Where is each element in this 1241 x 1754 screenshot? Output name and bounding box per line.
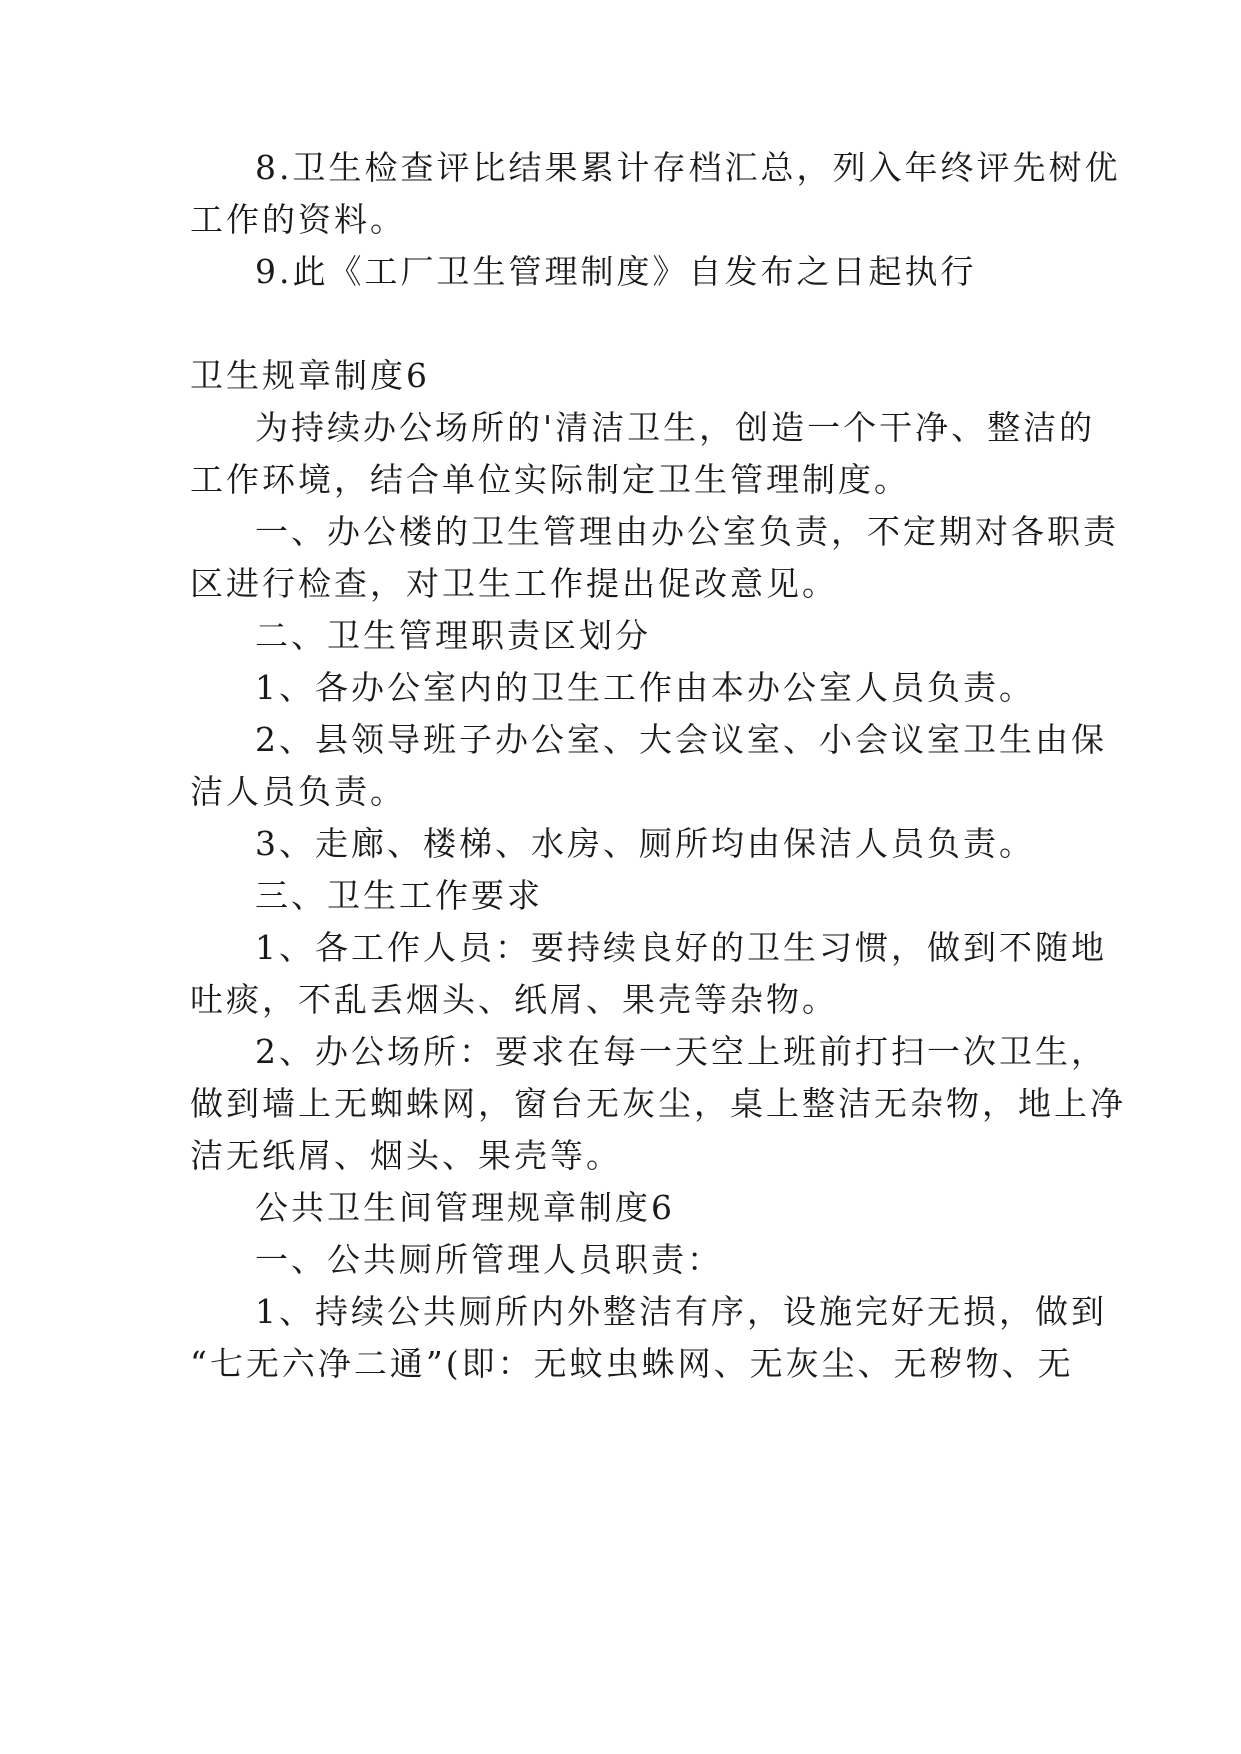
paragraph-line: “七无六净二通”(即：无蚊虫蛛网、无灰尘、无秽物、无 — [190, 1344, 1074, 1383]
paragraph-line: 区进行检查，对卫生工作提出促改意见。 — [190, 564, 838, 603]
paragraph-line: 2、县领导班子办公室、大会议室、小会议室卫生由保 — [255, 720, 1107, 759]
paragraph-line: 洁无纸屑、烟头、果壳等。 — [190, 1136, 622, 1175]
paragraph-line: 2、办公场所：要求在每一天空上班前打扫一次卫生， — [255, 1032, 1107, 1071]
section-heading: 卫生规章制度6 — [190, 356, 430, 395]
paragraph-line: 为持续办公场所的'清洁卫生，创造一个干净、整洁的 — [255, 408, 1096, 447]
paragraph-line: 一、办公楼的卫生管理由办公室负责，不定期对各职责 — [255, 512, 1119, 551]
paragraph-line: 8.卫生检查评比结果累计存档汇总，列入年终评先树优 — [255, 148, 1121, 187]
paragraph-line: 9.此《工厂卫生管理制度》自发布之日起执行 — [255, 252, 977, 291]
paragraph-line: 吐痰，不乱丢烟头、纸屑、果壳等杂物。 — [190, 980, 838, 1019]
paragraph-line: 洁人员负责。 — [190, 772, 406, 811]
paragraph-line: 做到墙上无蜘蛛网，窗台无灰尘，桌上整洁无杂物，地上净 — [190, 1084, 1126, 1123]
paragraph-line: 1、各工作人员：要持续良好的卫生习惯，做到不随地 — [255, 928, 1107, 967]
paragraph-line: 1、各办公室内的卫生工作由本办公室人员负责。 — [255, 668, 1035, 707]
paragraph-line: 1、持续公共厕所内外整洁有序，设施完好无损，做到 — [255, 1292, 1107, 1331]
paragraph-line: 3、走廊、楼梯、水房、厕所均由保洁人员负责。 — [255, 824, 1035, 863]
section-heading: 公共卫生间管理规章制度6 — [255, 1188, 675, 1227]
paragraph-line: 工作环境，结合单位实际制定卫生管理制度。 — [190, 460, 910, 499]
paragraph-line: 三、卫生工作要求 — [255, 876, 543, 915]
paragraph-line: 二、卫生管理职责区划分 — [255, 616, 651, 655]
paragraph-line: 一、公共厕所管理人员职责： — [255, 1240, 723, 1279]
paragraph-line: 工作的资料。 — [190, 200, 406, 239]
